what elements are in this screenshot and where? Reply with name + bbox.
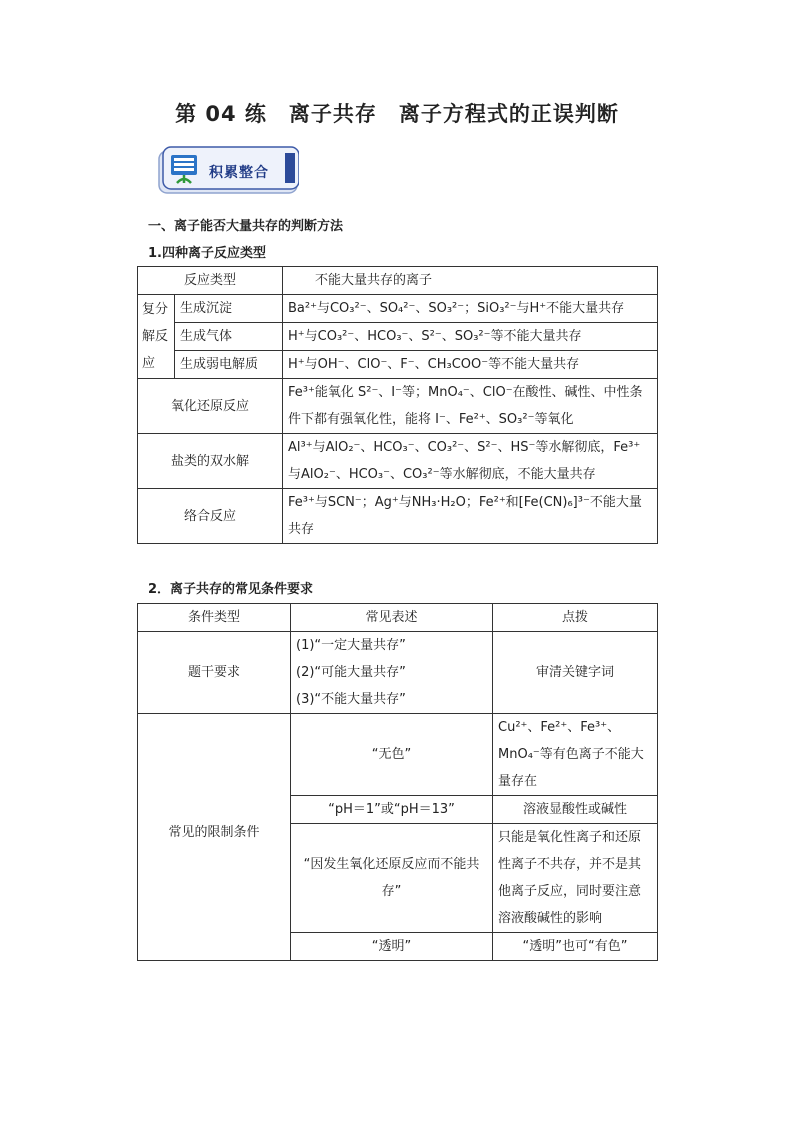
table-row <box>138 295 658 323</box>
title-part-1: 第 04 练 <box>175 102 267 126</box>
table-header-cell: 常见表述 <box>291 604 493 632</box>
type-cell: 生成弱电解质 <box>175 351 283 379</box>
badge-label: 积累整合 <box>209 165 269 181</box>
desc-cell: Fe³⁺能氧化 S²⁻、I⁻等；MnO₄⁻、ClO⁻在酸性、碱性、中性条件下都有强氧化性，能将 I⁻、Fe²⁺、SO₃²⁻等氧化 <box>283 379 658 434</box>
tip-cell: 审清关键字词 <box>493 632 658 714</box>
category-cell: 复分解反应 <box>138 295 175 379</box>
expression-item: (2)“可能大量共存” <box>296 665 406 680</box>
table-header-cell: 条件类型 <box>138 604 291 632</box>
table-row <box>138 323 658 351</box>
desc-cell: H⁺与OH⁻、ClO⁻、F⁻、CH₃COO⁻等不能大量共存 <box>283 351 658 379</box>
expression-cell: “因发生氧化还原反应而不能共存” <box>291 824 493 933</box>
title-part-2: 离子共存 <box>288 102 377 126</box>
table-row <box>138 379 658 434</box>
table-header-cell: 点拨 <box>493 604 658 632</box>
table-row <box>138 351 658 379</box>
type-cell: 生成气体 <box>175 323 283 351</box>
tip-cell: 只能是氧化性离子和还原性离子不共存，并不是其他离子反应，同时要注意溶液酸碱性的影响 <box>493 824 658 933</box>
table-row <box>138 489 658 544</box>
subsection-heading-2: 2．离子共存的常见条件要求 <box>148 582 314 597</box>
table-header-row <box>138 604 658 632</box>
table-row <box>138 434 658 489</box>
table-header-cell: 反应类型 <box>138 267 283 295</box>
condition-table <box>137 603 658 961</box>
desc-cell: Ba²⁺与CO₃²⁻、SO₄²⁻、SO₃²⁻；SiO₃²⁻与H⁺不能大量共存 <box>283 295 658 323</box>
page-title <box>0 98 794 128</box>
expression-cell: “透明” <box>291 933 493 961</box>
type-cell: 生成沉淀 <box>175 295 283 323</box>
table-header-cell: 不能大量共存的离子 <box>283 267 658 295</box>
expression-cell: “无色” <box>291 714 493 796</box>
type-cell: 氧化还原反应 <box>138 379 283 434</box>
ion-reaction-table <box>137 266 658 544</box>
desc-cell: Fe³⁺与SCN⁻；Ag⁺与NH₃·H₂O；Fe²⁺和[Fe(CN)₆]³⁻不能大量共存 <box>283 489 658 544</box>
type-cell: 盐类的双水解 <box>138 434 283 489</box>
tip-cell: 溶液显酸性或碱性 <box>493 796 658 824</box>
table-header-row <box>138 267 658 295</box>
section-heading: 一、离子能否大量共存的判断方法 <box>148 219 344 234</box>
expression-cell <box>291 632 493 714</box>
expression-item: (3)“不能大量共存” <box>296 692 406 707</box>
type-cell: 络合反应 <box>138 489 283 544</box>
condition-type-cell: 题干要求 <box>138 632 291 714</box>
condition-type-cell: 常见的限制条件 <box>138 714 291 961</box>
section-badge <box>157 145 299 197</box>
expression-item: (1)“一定大量共存” <box>296 638 406 653</box>
table-row <box>138 714 658 796</box>
subsection-heading-1: 1.四种离子反应类型 <box>148 246 266 261</box>
expression-cell: “pH＝1”或“pH＝13” <box>291 796 493 824</box>
table-row <box>138 632 658 714</box>
tip-cell: Cu²⁺、Fe²⁺、Fe³⁺、MnO₄⁻等有色离子不能大量存在 <box>493 714 658 796</box>
title-part-3: 离子方程式的正误判断 <box>398 102 619 126</box>
desc-cell: H⁺与CO₃²⁻、HCO₃⁻、S²⁻、SO₃²⁻等不能大量共存 <box>283 323 658 351</box>
desc-cell: Al³⁺与AlO₂⁻、HCO₃⁻、CO₃²⁻、S²⁻、HS⁻等水解彻底，Fe³⁺与AlO₂⁻、HCO₃⁻、CO₃²⁻等水解彻底，不能大量共存 <box>283 434 658 489</box>
tip-cell: “透明”也可“有色” <box>493 933 658 961</box>
